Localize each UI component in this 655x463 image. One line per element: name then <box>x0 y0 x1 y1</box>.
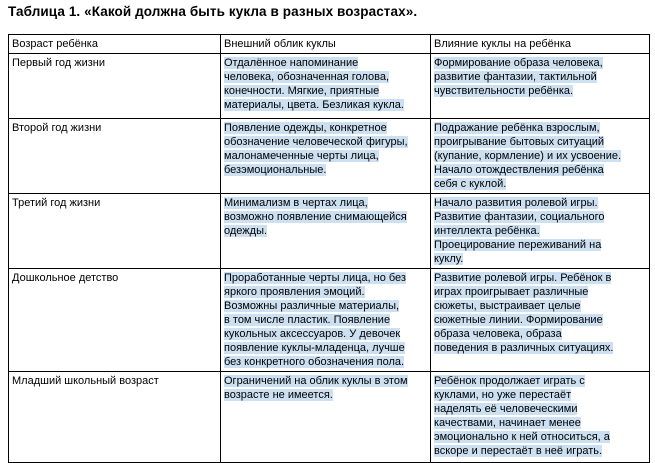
table-row <box>9 54 650 119</box>
look-text: Проработанные черты лица, но без яркого проявления эмоций. Возможны различные материалы, в том числе пластик. Появление кукольных аксессуаров. У девочек появление куклы-младенца, лучше без конкретного обозначения пола. <box>224 272 406 368</box>
look-cell <box>221 54 431 119</box>
age-cell: Второй год жизни <box>9 119 221 194</box>
header-look: Внешний облик куклы <box>221 35 431 54</box>
look-cell <box>221 372 431 463</box>
table-row <box>9 194 650 269</box>
table-row <box>9 269 650 372</box>
header-effect: Влияние куклы на ребёнка <box>431 35 650 54</box>
effect-text: Формирование образа человека, развитие фантазии, тактильной чувствительности ребёнка. <box>434 57 603 97</box>
look-cell <box>221 119 431 194</box>
look-text: Ограничений на облик куклы в этом возрасте не имеется. <box>224 375 408 401</box>
effect-text: Подражание ребёнка взрослым, проигрывание бытовых ситуаций (купание, кормление) и их усвоение. Начало отождествления ребёнка себя с куклой. <box>434 122 622 190</box>
age-cell: Первый год жизни <box>9 54 221 119</box>
effect-cell <box>431 269 650 372</box>
effect-cell <box>431 194 650 269</box>
table-row <box>9 372 650 463</box>
doll-age-table <box>8 34 650 463</box>
table-row <box>9 119 650 194</box>
effect-cell <box>431 372 650 463</box>
look-text: Отдалённое напоминание человека, обозначенная голова, конечности. Мягкие, приятные материалы, цвета. Безликая кукла. <box>224 57 404 111</box>
effect-text: Ребёнок продолжает играть с куклами, но уже перестаёт наделять её человеческими качествами, начинает менее эмоционально к ней относиться, а вскоре и перестаёт в неё играть. <box>434 375 610 457</box>
age-cell: Третий год жизни <box>9 194 221 269</box>
header-age: Возраст ребёнка <box>9 35 221 54</box>
effect-cell <box>431 119 650 194</box>
look-cell <box>221 269 431 372</box>
look-cell <box>221 194 431 269</box>
look-text: Минимализм в чертах лица, возможно появление снимающейся одежды. <box>224 197 407 237</box>
header-row <box>9 35 650 54</box>
effect-cell <box>431 54 650 119</box>
table-title: Таблица 1. «Какой должна быть кукла в разных возрастах». <box>8 4 418 19</box>
effect-text: Развитие ролевой игры. Ребёнок в играх проигрывает различные сюжеты, выстраивает целые сюжетные линии. Формирование образа человека, образа поведения в различных ситуациях. <box>434 272 614 354</box>
age-cell: Дошкольное детство <box>9 269 221 372</box>
effect-text: Начало развития ролевой игры. Развитие фантазии, социального интеллекта ребёнка. Проецирование переживаний на куклу. <box>434 197 605 265</box>
look-text: Появление одежды, конкретное обозначение человеческой фигуры, малонамеченные черты лица, безэмоциональные. <box>224 122 408 176</box>
age-cell: Младший школьный возраст <box>9 372 221 463</box>
